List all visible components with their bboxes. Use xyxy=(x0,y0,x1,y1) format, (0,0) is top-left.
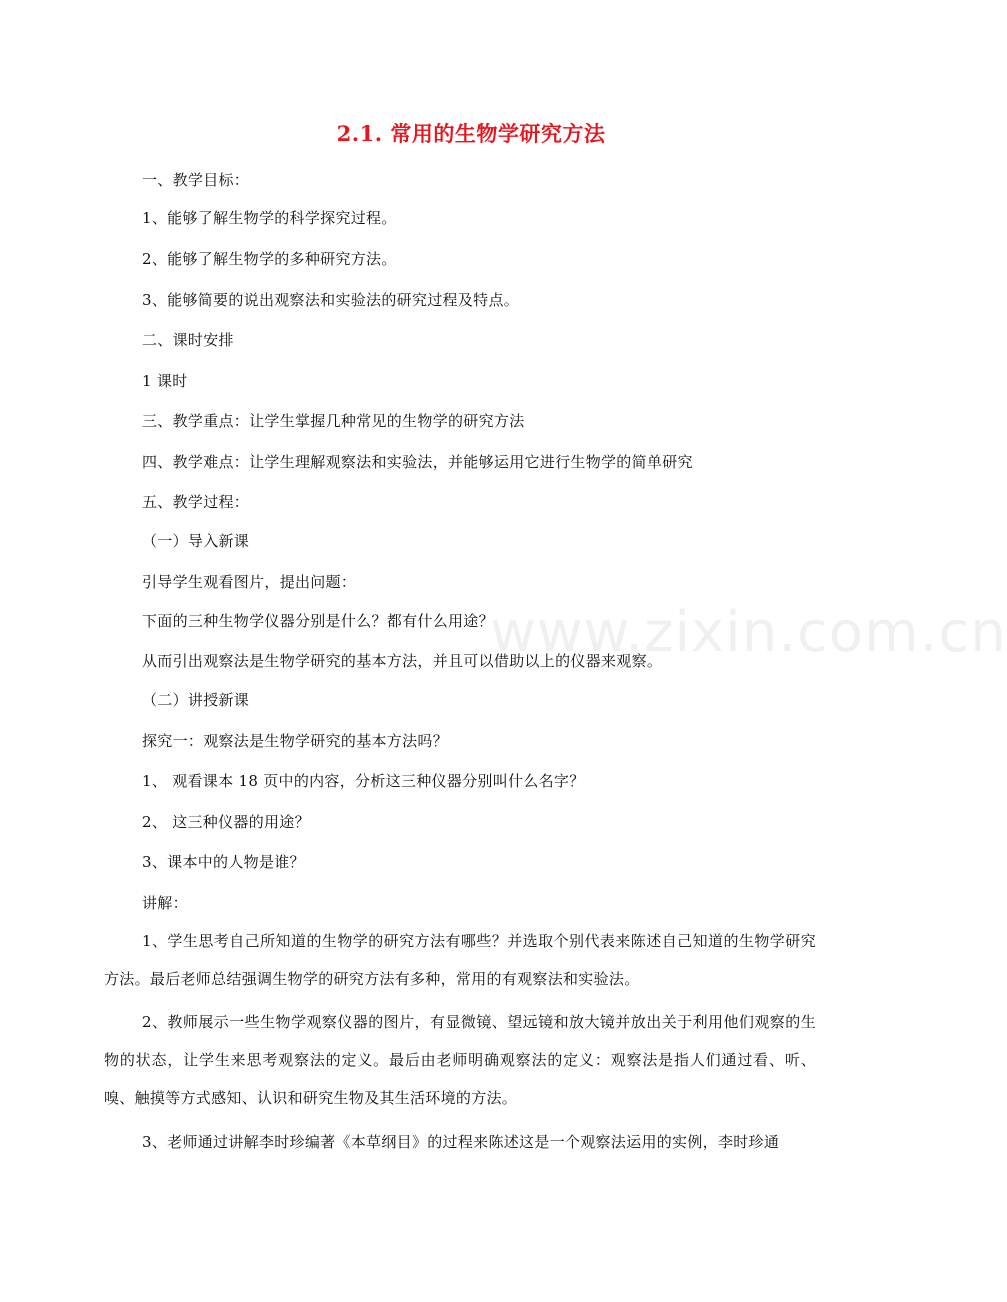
subsection-intro: （一）导入新课 xyxy=(142,532,250,550)
process-line: 引导学生观看图片，提出问题： xyxy=(142,573,357,591)
explanation-heading: 讲解： xyxy=(142,894,188,912)
section-key-points: 三、教学重点：让学生掌握几种常见的生物学的研究方法 xyxy=(142,412,525,430)
objective-item-3: 3、能够简要的说出观察法和实验法的研究过程及特点。 xyxy=(142,291,520,309)
objective-item-1: 1、能够了解生物学的科学探究过程。 xyxy=(142,209,397,227)
explanation-paragraph-2: 2、教师展示一些生物学观察仪器的图片，有显微镜、望远镜和放大镜并放出关于利用他们观察的生物的状态，让学生来思考观察法的定义。最后由老师明确观察法的定义：观察法是指人们通过看、听、嗅、触摸等方式感知、认识和研究生物及其生活环境的方法。 xyxy=(104,1013,816,1107)
section-difficulties: 四、教学难点：让学生理解观察法和实验法，并能够运用它进行生物学的简单研究 xyxy=(142,453,693,471)
document-title: 2.1. 常用的生物学研究方法 xyxy=(336,121,606,146)
process-line: 下面的三种生物学仪器分别是什么？都有什么用途？ xyxy=(142,612,494,630)
subsection-new-lesson: （二）讲授新课 xyxy=(142,691,250,709)
section-heading-process: 五、教学过程： xyxy=(142,493,250,511)
inquiry-question-3: 3、课本中的人物是谁？ xyxy=(142,853,305,871)
explanation-paragraph-3: 3、老师通过讲解李时珍编著《本草纲目》的过程来陈述这是一个观察法运用的实例，李时珍通 xyxy=(142,1133,780,1151)
section-heading-schedule: 二、课时安排 xyxy=(142,331,234,349)
explanation-paragraph-1: 1、学生思考自己所知道的生物学的研究方法有哪些？并选取个别代表来陈述自己知道的生物学研究方法。最后老师总结强调生物学的研究方法有多种，常用的有观察法和实验法。 xyxy=(104,932,816,988)
watermark: www.zixin.com.cn xyxy=(490,600,1007,665)
process-line: 从而引出观察法是生物学研究的基本方法，并且可以借助以上的仪器来观察。 xyxy=(142,652,663,670)
inquiry-question-2: 2、 这三种仪器的用途？ xyxy=(142,813,310,831)
inquiry-question-1: 1、 观看课本 18 页中的内容，分析这三种仪器分别叫什么名字？ xyxy=(142,772,585,790)
inquiry-heading: 探究一：观察法是生物学研究的基本方法吗？ xyxy=(142,732,449,750)
schedule-value: 1 课时 xyxy=(142,372,188,390)
objective-item-2: 2、能够了解生物学的多种研究方法。 xyxy=(142,250,397,268)
section-heading-objectives: 一、教学目标： xyxy=(142,171,250,189)
